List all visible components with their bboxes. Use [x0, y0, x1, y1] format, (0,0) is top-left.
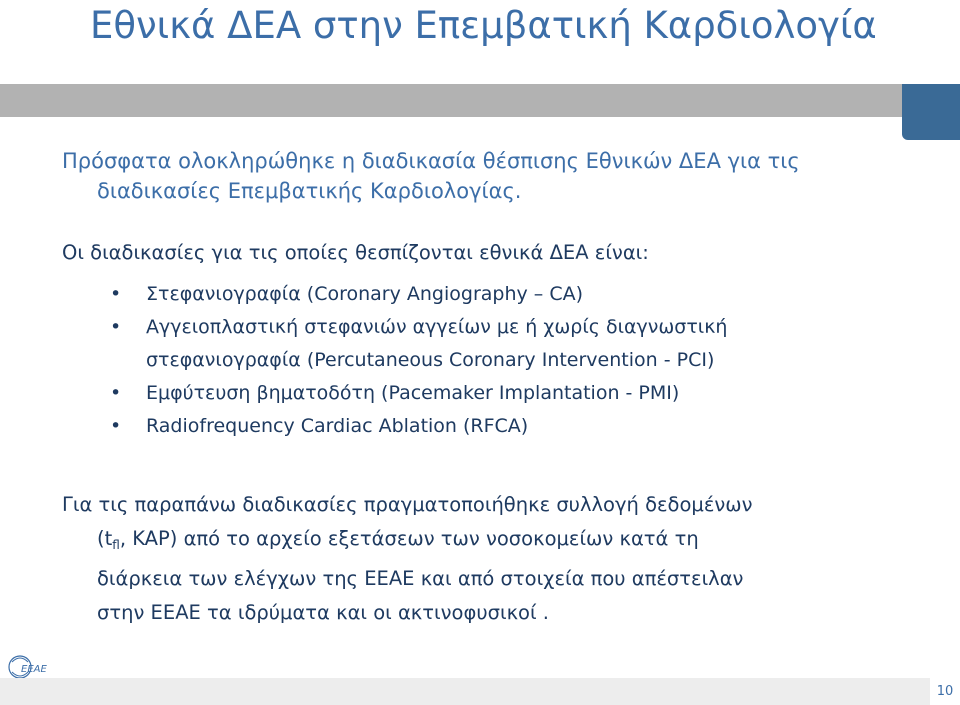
list-item: • Εμφύτευση βηματοδότη (Pacemaker Implantation - PMI): [110, 377, 870, 410]
list-item: • Αγγειοπλαστική στεφανιών αγγείων με ή χωρίς διαγνωστική στεφανιογραφία (Percutaneous Coronary Intervention - PCI): [110, 311, 870, 377]
footer-bar: [0, 678, 930, 705]
closing-subscript: fl: [112, 538, 120, 552]
closing-line-2-rest: , KAP) από το αρχείο εξετάσεων των νοσοκομείων κατά τη: [119, 527, 699, 550]
closing-line-3: διάρκεια των ελέγχων της ΕΕΑΕ και από στοιχεία που απέστειλαν: [97, 567, 744, 590]
closing-line-4: στην ΕΕΑΕ τα ιδρύματα και οι ακτινοφυσικοί .: [97, 601, 549, 624]
list-item: • Στεφανιογραφία (Coronary Angiography – CA): [110, 278, 870, 311]
closing-t: (t: [97, 527, 113, 550]
closing-paragraph: [62, 488, 922, 630]
intro-paragraph: [62, 146, 882, 206]
logo-text: ΕΕΑΕ: [21, 664, 47, 675]
procedures-lead: Οι διαδικασίες για τις οποίες θεσπίζονται εθνικά ΔΕΑ είναι:: [62, 241, 649, 264]
closing-line-2: [62, 522, 922, 562]
intro-line-1: Πρόσφατα ολοκληρώθηκε η διαδικασία θέσπισης Εθνικών ΔΕΑ για τις: [62, 149, 800, 173]
intro-line-2: διαδικασίες Επεμβατικής Καρδιολογίας.: [97, 179, 522, 203]
list-item: • Radiofrequency Cardiac Ablation (RFCA): [110, 410, 870, 443]
closing-line-1: Για τις παραπάνω διαδικασίες πραγματοποιήθηκε συλλογή δεδομένων: [62, 493, 753, 516]
header-band-accent: [902, 84, 960, 140]
page-number: 10: [930, 678, 960, 705]
procedures-list: [110, 278, 870, 443]
header-band: [0, 84, 902, 117]
slide-title: Εθνικά ΔΕΑ στην Επεμβατική Καρδιολογία: [90, 4, 877, 47]
